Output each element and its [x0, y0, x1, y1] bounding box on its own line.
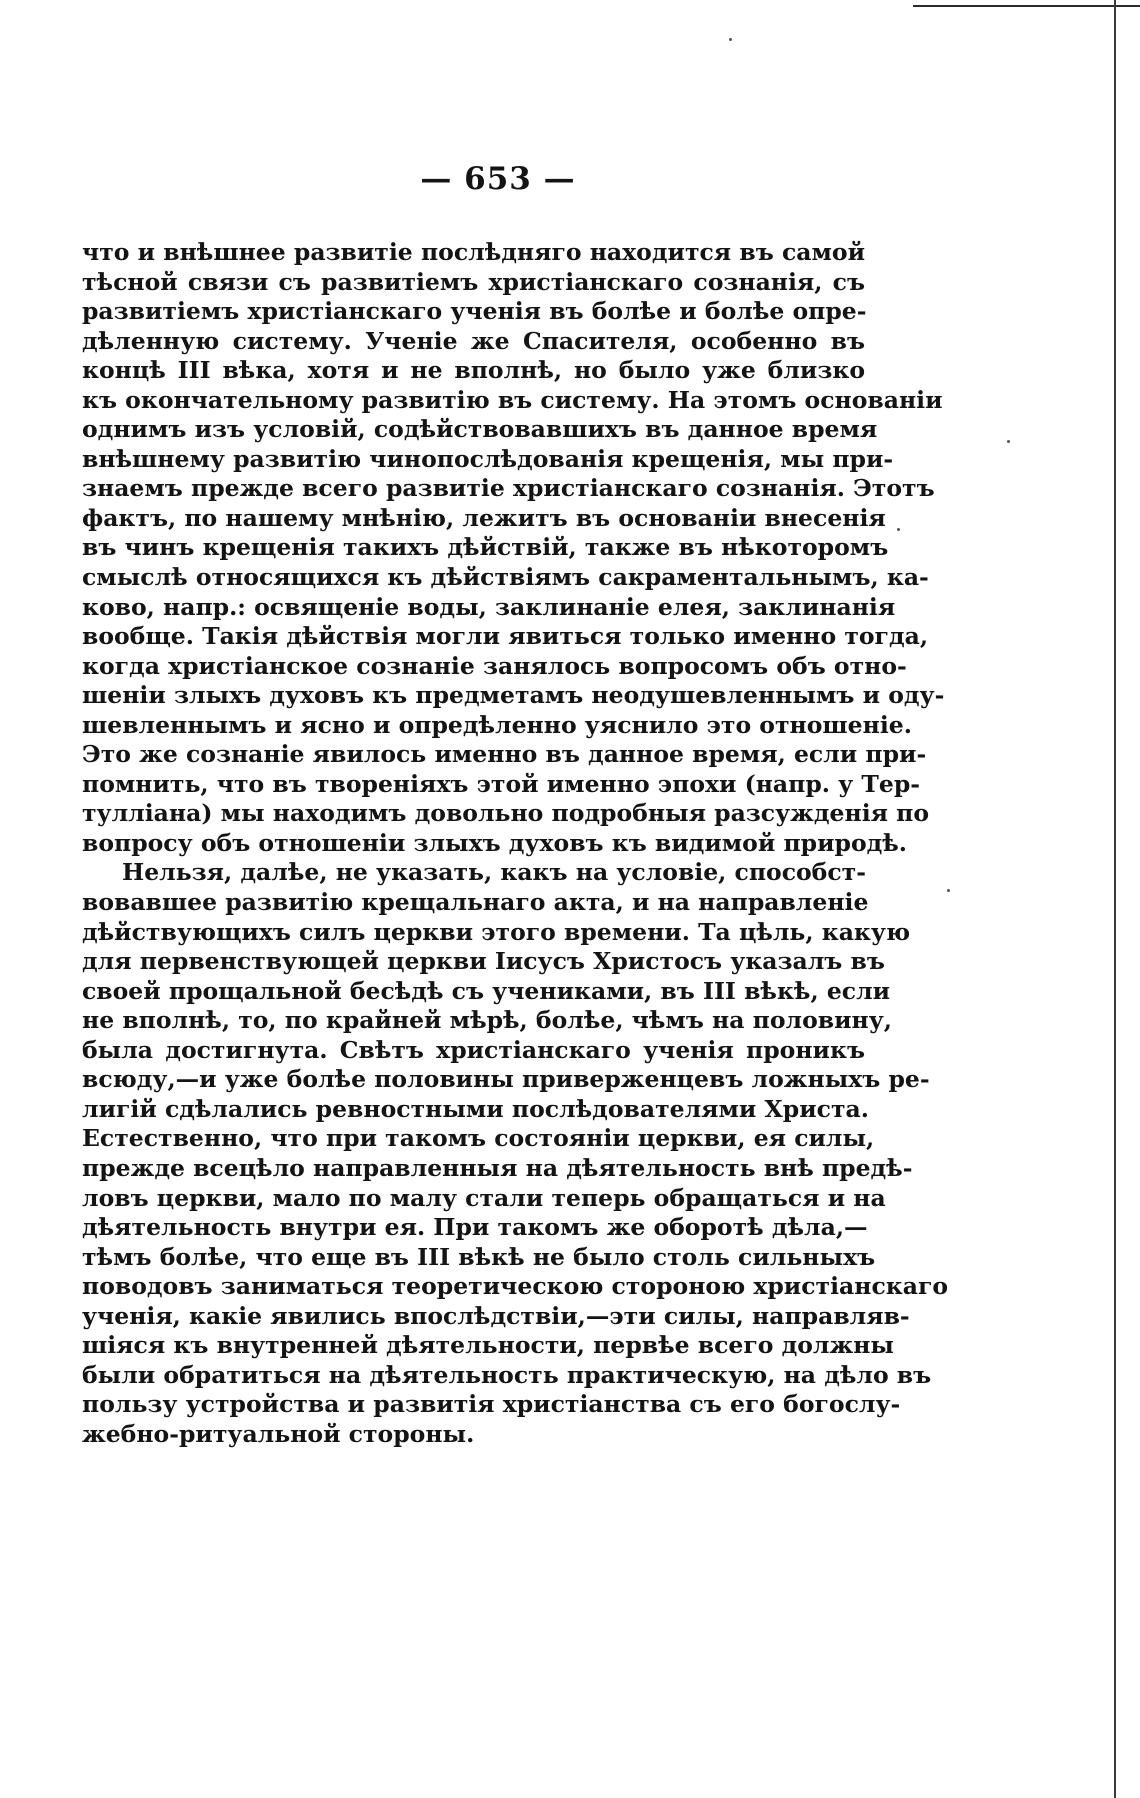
- text-line: къ окончательному развитію въ систему. На этомъ основаніи: [82, 385, 943, 414]
- text-line: однимъ изъ условій, содѣйствовавшихъ въ данное время: [82, 415, 878, 444]
- text-line: вовавшее развитію крещальнаго акта, и на направленіе: [82, 888, 869, 917]
- text-line: шеніи злыхъ духовъ къ предметамъ неодушевленнымъ и оду-: [82, 681, 945, 710]
- text-line: шіяся къ внутренней дѣятельности, первѣе всего должны: [82, 1331, 894, 1360]
- text-line: концѣ III вѣка, хотя и не вполнѣ, но было уже близко: [82, 356, 865, 385]
- text-line: ково, напр.: освященіе воды, заклинаніе елея, заклинанія: [82, 592, 896, 621]
- text-line: пользу устройства и развитія христіанства съ его богослу-: [82, 1390, 901, 1419]
- text-line: дѣйствующихъ силъ церкви этого времени. Та цѣль, какую: [82, 917, 911, 946]
- text-line: вообще. Такія дѣйствія могли явиться только именно тогда,: [82, 622, 929, 651]
- text-line: въ чинъ крещенія такихъ дѣйствій, также въ нѣкоторомъ: [82, 533, 889, 562]
- scan-speck: [1007, 440, 1010, 443]
- text-line: прежде всецѣло направленныя на дѣятельность внѣ предѣ-: [82, 1153, 913, 1182]
- text-line: внѣшнему развитію чинопослѣдованія крещенія, мы при-: [82, 444, 894, 473]
- paragraph-2: [82, 858, 949, 1449]
- scan-speck: [897, 528, 900, 531]
- text-line: тѣмъ болѣе, что еще въ III вѣкѣ не было столь сильныхъ: [82, 1242, 876, 1271]
- text-line: Нельзя, далѣе, не указать, какъ на условіе, способст-: [122, 858, 866, 887]
- text-line: помнить, что въ твореніяхъ этой именно эпохи (напр. у Тер-: [82, 769, 921, 798]
- text-line: лигій сдѣлались ревностными послѣдователями Христа.: [82, 1094, 869, 1123]
- text-line: когда христіанское сознаніе занялось вопросомъ объ отно-: [82, 651, 907, 680]
- text-line: жебно-ритуальной стороны.: [82, 1419, 475, 1448]
- text-line: не вполнѣ, то, по крайней мѣрѣ, болѣе, чѣмъ на половину,: [82, 1006, 892, 1035]
- text-line: фактъ, по нашему мнѣнію, лежитъ въ основаніи внесенія: [82, 503, 886, 532]
- right-border-line: [1114, 0, 1116, 1798]
- scan-speck: [947, 889, 950, 892]
- text-line: Это же сознаніе явилось именно въ данное время, если при-: [82, 740, 927, 769]
- text-line: знаемъ прежде всего развитіе христіанскаго сознанія. Этотъ: [82, 474, 935, 503]
- text-line: дѣленную систему. Ученіе же Спасителя, особенно въ: [82, 326, 865, 355]
- text-line: дѣятельность внутри ея. При такомъ же оборотѣ дѣла,—: [82, 1213, 868, 1242]
- text-line: тѣсной связи съ развитіемъ христіанскаго сознанія, съ: [82, 267, 865, 296]
- paragraph-1: [82, 238, 945, 858]
- scan-speck: [729, 38, 732, 41]
- text-line: была достигнута. Свѣтъ христіанскаго ученія проникъ: [82, 1035, 865, 1064]
- text-line: были обратиться на дѣятельность практическую, на дѣло въ: [82, 1360, 932, 1389]
- text-line: для первенствующей церкви Іисусъ Христосъ указалъ въ: [82, 947, 885, 976]
- text-line: своей прощальной бесѣдѣ съ учениками, въ III вѣкѣ, если: [82, 976, 891, 1005]
- text-line: ученія, какіе явились впослѣдствіи,—эти силы, направляв-: [82, 1301, 910, 1330]
- text-line: смыслѣ относящихся къ дѣйствіямъ сакраментальнымъ, ка-: [82, 563, 929, 592]
- text-line: вопросу объ отношеніи злыхъ духовъ къ видимой природѣ.: [82, 828, 907, 857]
- text-line: поводовъ заниматься теоретическою стороною христіанскаго: [82, 1272, 949, 1301]
- text-line: шевленнымъ и ясно и опредѣленно уяснило это отношеніе.: [82, 710, 912, 739]
- text-line: Естественно, что при такомъ состояніи церкви, ея силы,: [82, 1124, 875, 1153]
- text-line: ловъ церкви, мало по малу стали теперь обращаться и на: [82, 1183, 886, 1212]
- text-line: развитіемъ христіанскаго ученія въ болѣе и болѣе опре-: [82, 297, 867, 326]
- page-number: — 653 —: [420, 161, 576, 197]
- body-text: [82, 238, 949, 1449]
- top-border-line: [913, 5, 1140, 7]
- text-line: всюду,—и уже болѣе половины приверженцевъ ложныхъ ре-: [82, 1065, 930, 1094]
- text-line: что и внѣшнее развитіе послѣдняго находится въ самой: [82, 238, 865, 266]
- text-line: тулліана) мы находимъ довольно подробныя разсужденія по: [82, 799, 930, 828]
